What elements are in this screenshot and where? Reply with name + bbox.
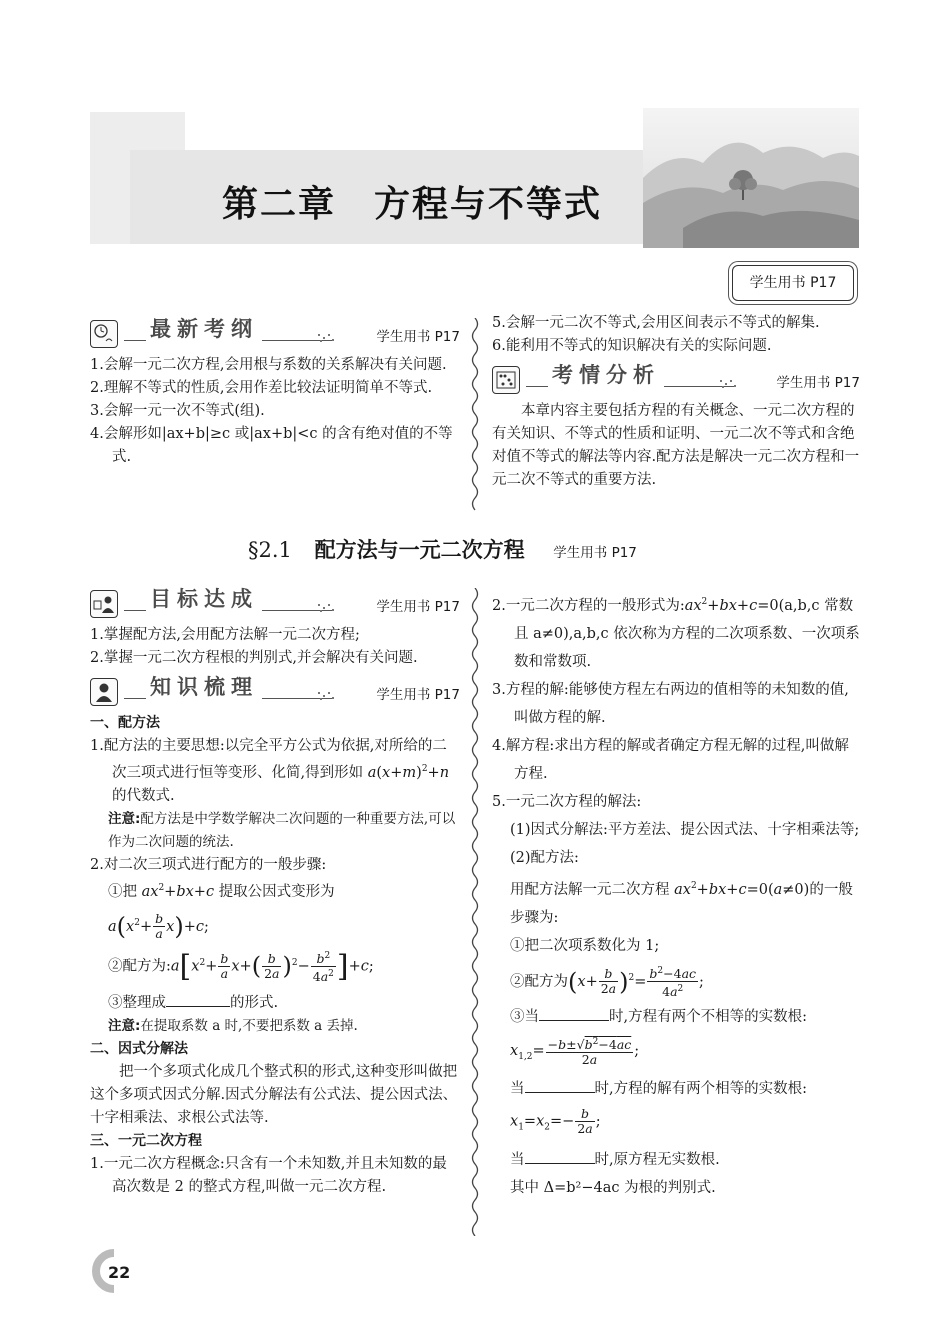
subheading: 三、一元二次方程 [90, 1133, 202, 1150]
step: 当 时,方程的解有两个相等的实数根: [492, 1075, 860, 1103]
paragraph: 5.一元二次方程的解法: [492, 793, 642, 810]
abacus-icon [492, 366, 520, 394]
subheading: 一、配方法 [90, 715, 160, 731]
page-number-badge [90, 1249, 130, 1293]
goal-item: 1.掌握配方法,会用配方法解一元二次方程; [90, 627, 360, 643]
step: 其中 Δ=b²−4ac 为根的判别式. [510, 1179, 716, 1196]
paragraph: 2.一元二次方程的一般形式为$:ax^2+bx+c=0(a,b,c$ 常数且 a≠0),a,b,c 依次称为方程的二次项系数、一次项系数和常数项. [492, 597, 860, 670]
section-number: §2.1 [248, 538, 292, 562]
outline-item: 6.能利用不等式的知识解决有关的实际问题. [492, 338, 772, 354]
goals-ref: 学生用书 P17 [376, 599, 460, 615]
section-title [248, 534, 637, 564]
teacher-icon [90, 590, 118, 618]
step: ③整理成 的形式. [90, 992, 460, 1015]
paragraph: 把一个多项式化成几个整式积的形式,这种变形叫做把这个多项式因式分解.因式分解法有公式法、提公因式法、十字相乘法、求根公式法等. [90, 1064, 458, 1127]
step: ③当 时,方程有两个不相等的实数根: [492, 1003, 860, 1031]
exam-outline-title: 最新考纲 [146, 318, 262, 341]
dots-ornament-icon [718, 378, 738, 390]
exam-outline-header [90, 318, 460, 350]
outline-item: 5.会解一元二次不等式,会用区间表示不等式的解集. [492, 315, 820, 331]
dots-ornament-icon [316, 332, 336, 344]
method: (2)配方法: [510, 849, 579, 866]
analysis-column [492, 312, 860, 492]
landscape-illustration [643, 108, 859, 248]
method: (1)因式分解法:平方差法、提公因式法、十字相乘法等; [510, 821, 860, 838]
knowledge-left-column [90, 582, 460, 1199]
section-name: 配方法与一元二次方程 [314, 538, 525, 562]
goal-item: 2.掌握一元二次方程根的判别式,并会解决有关问题. [90, 650, 418, 666]
formula: $x_{1,2}=$ $\frac{-b\pm√b^2-4ac}{2a}$ ; [510, 1037, 640, 1068]
goals-title: 目标达成 [146, 588, 262, 611]
step: ①把二次项系数化为 1; [510, 937, 660, 954]
fill-blank[interactable] [525, 1149, 595, 1164]
subheading: 二、因式分解法 [90, 1041, 188, 1058]
outline-item: 2.理解不等式的性质,会用作差比较法证明简单不等式. [90, 380, 433, 396]
paragraph: 1.配方法的主要思想:以完全平方公式为依据,对所给的二次三项式进行恒等变形、化简,得到形如 $a(x+m)^2+n$ 的代数式. [90, 738, 450, 804]
student-icon [90, 678, 118, 706]
formula: $a(x^2+$ $\frac{b}{a}$ x)+c; [108, 910, 209, 941]
paragraph: 3.方程的解:能够使方程左右两边的值相等的未知数的值,叫做方程的解. [492, 681, 849, 726]
paragraph: 4.解方程:求出方程的解或者确定方程无解的过程,叫做解方程. [492, 737, 849, 782]
page-number: 22 [108, 1263, 131, 1282]
fill-blank[interactable] [166, 992, 230, 1007]
exam-outline-ref: 学生用书 P17 [376, 329, 460, 345]
fill-blank[interactable] [525, 1078, 595, 1093]
chapter-ref-badge: 学生用书 P17 [732, 265, 854, 301]
analysis-ref: 学生用书 P17 [776, 375, 860, 391]
knowledge-ref: 学生用书 P17 [376, 687, 460, 703]
formula: $x_1=x_2=-$ $\frac{b}{2a}$ ; [510, 1106, 601, 1137]
dots-ornament-icon [316, 690, 336, 702]
step: 当 时,原方程无实数根. [492, 1146, 860, 1174]
knowledge-right-column [492, 588, 860, 1202]
exam-outline-column [90, 312, 460, 469]
dots-ornament-icon [316, 602, 336, 614]
section-ref: 学生用书 P17 [553, 545, 637, 561]
knowledge-title: 知识梳理 [146, 676, 262, 699]
analysis-text: 本章内容主要包括方程的有关概念、一元二次方程的有关知识、不等式的性质和证明、一元二次不等式和含绝对值不等式的解法等内容.配方法是解决一元二次方程和一元二次不等式的重要方法. [492, 403, 860, 488]
formula: ②配方为$:a[x^2+$ $\frac{b}{a}$ x+( $\frac{b}{2a}$ )$^2$− $\frac{b^2}{4a^2}$ ]+c; [108, 949, 374, 985]
chapter-title: 第二章 方程与不等式 [222, 184, 603, 225]
goals-header [90, 588, 460, 620]
note: 注意:在提取系数 a 时,不要把系数 a 丢掉. [108, 1018, 358, 1035]
knowledge-header [90, 676, 460, 708]
outline-item: 4.会解形如|ax+b|≥c 或|ax+b|<c 的含有绝对值的不等式. [90, 426, 453, 465]
note: 注意:配方法是中学数学解决二次问题的一种重要方法,可以作为二次问题的统法. [108, 810, 456, 850]
paragraph: 2.对二次三项式进行配方的一般步骤: [90, 856, 327, 873]
step: ①把 $ax^2+bx+c$ 提取公因式变形为 [108, 882, 335, 900]
fill-blank[interactable] [539, 1006, 609, 1021]
analysis-header [492, 364, 860, 396]
outline-item: 1.会解一元二次方程,会用根与系数的关系解决有关问题. [90, 357, 447, 373]
outline-item: 3.会解一元一次不等式(组). [90, 403, 265, 419]
analysis-title: 考情分析 [548, 364, 664, 387]
paragraph: 1.一元二次方程概念:只含有一个未知数,并且未知数的最高次数是 2 的整式方程,叫做一元二次方程. [90, 1156, 447, 1196]
clock-icon [90, 320, 118, 348]
step: ②配方为(x+ $\frac{b}{2a}$ )$^2$= $\frac{b^2-4ac}{4a^2}$ ; [510, 965, 704, 1000]
column-divider [468, 318, 482, 514]
paragraph: 用配方法解一元二次方程 $ax^2+bx+c=0(a\ne 0)$的一般步骤为: [510, 880, 853, 926]
column-divider [468, 588, 482, 1236]
